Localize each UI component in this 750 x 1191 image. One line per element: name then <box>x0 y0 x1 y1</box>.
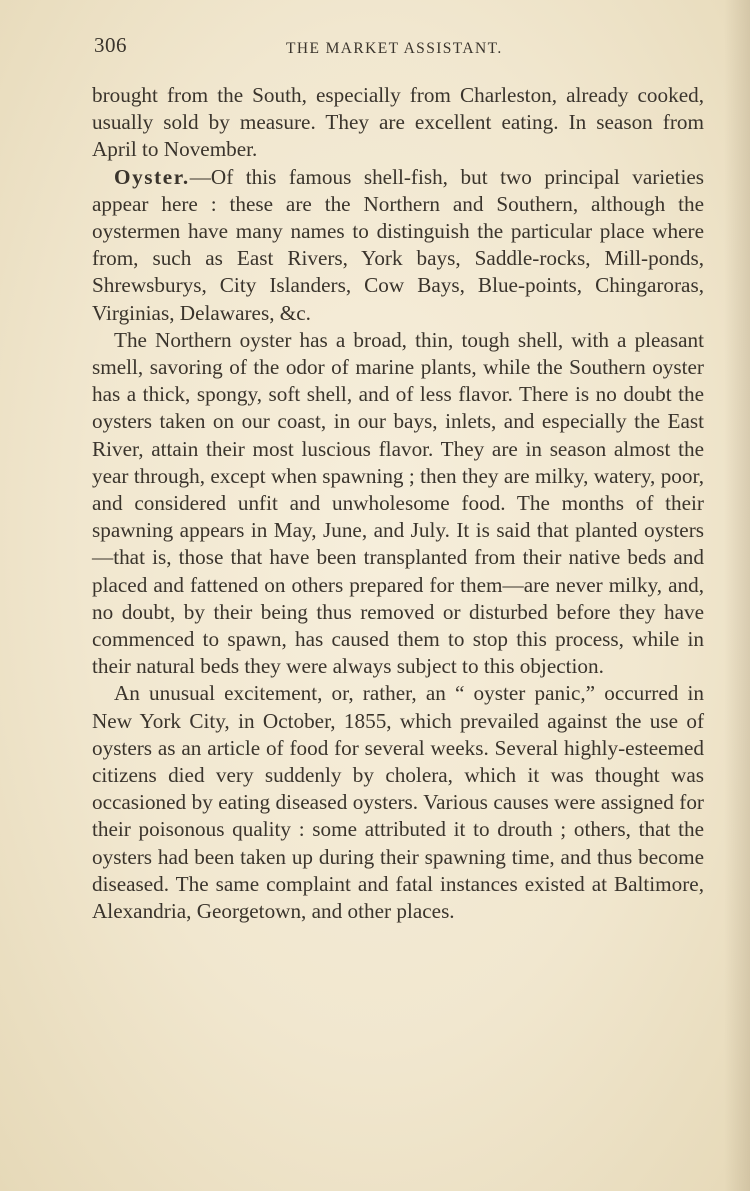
entry-text-oyster: —Of this famous shell-fish, but two principal varieties appear here : these are the Northern and Southern, although the oystermen have many names to distinguish the particular place where from, such as East Rivers, York bays, Saddle-rocks, Mill-ponds, Shrewsburys, City Islanders, Cow Bays, Blue-points, Chingaroras, Virginias, Delawares, &c. <box>92 164 704 325</box>
entry-title-oyster: Oyster. <box>114 164 190 189</box>
running-head: THE MARKET ASSISTANT. <box>286 40 503 57</box>
page-number: 306 <box>94 33 127 57</box>
body-text <box>92 82 704 925</box>
paragraph-oyster-entry <box>92 164 704 327</box>
paragraph-oyster-panic: An unusual excitement, or, rather, an “ oyster panic,” occurred in New York City, in October, 1855, which prevailed against the use of oysters as an article of food for several weeks. Several highly-esteemed citizens died very suddenly by cholera, which it was thought was occasioned by eating diseased oysters. Various causes were assigned for their poisonous quality : some attributed it to drouth ; others, that the oysters had been taken up during their spawning time, and thus become diseased. The same complaint and fatal instances existed at Baltimore, Alexandria, Georgetown, and other places. <box>92 681 704 924</box>
paragraph-northern-oyster: The Northern oyster has a broad, thin, tough shell, with a pleasant smell, savoring of the odor of marine plants, while the Southern oyster has a thick, spongy, soft shell, and of less flavor. There is no doubt the oysters taken on our coast, in our bays, inlets, and especially the East River, attain their most luscious flavor. They are in season almost the year through, except when spawning ; then they are milky, watery, poor, and considered unfit and unwholesome food. The months of their spawning appears in May, June, and July. It is said that planted oysters—that is, those that have been transplanted from their native beds and placed and fattened on others prepared for them—are never milky, and, no doubt, by their being thus removed or disturbed before they have commenced to spawn, has caused them to stop this process, while in their natural beds they were always subject to this objection. <box>92 327 704 679</box>
paragraph-continuation: brought from the South, especially from Charleston, already cooked, usually sold by measure. They are excellent eating. In season from April to November. <box>92 83 704 162</box>
page-edge-shadow <box>724 0 750 1191</box>
